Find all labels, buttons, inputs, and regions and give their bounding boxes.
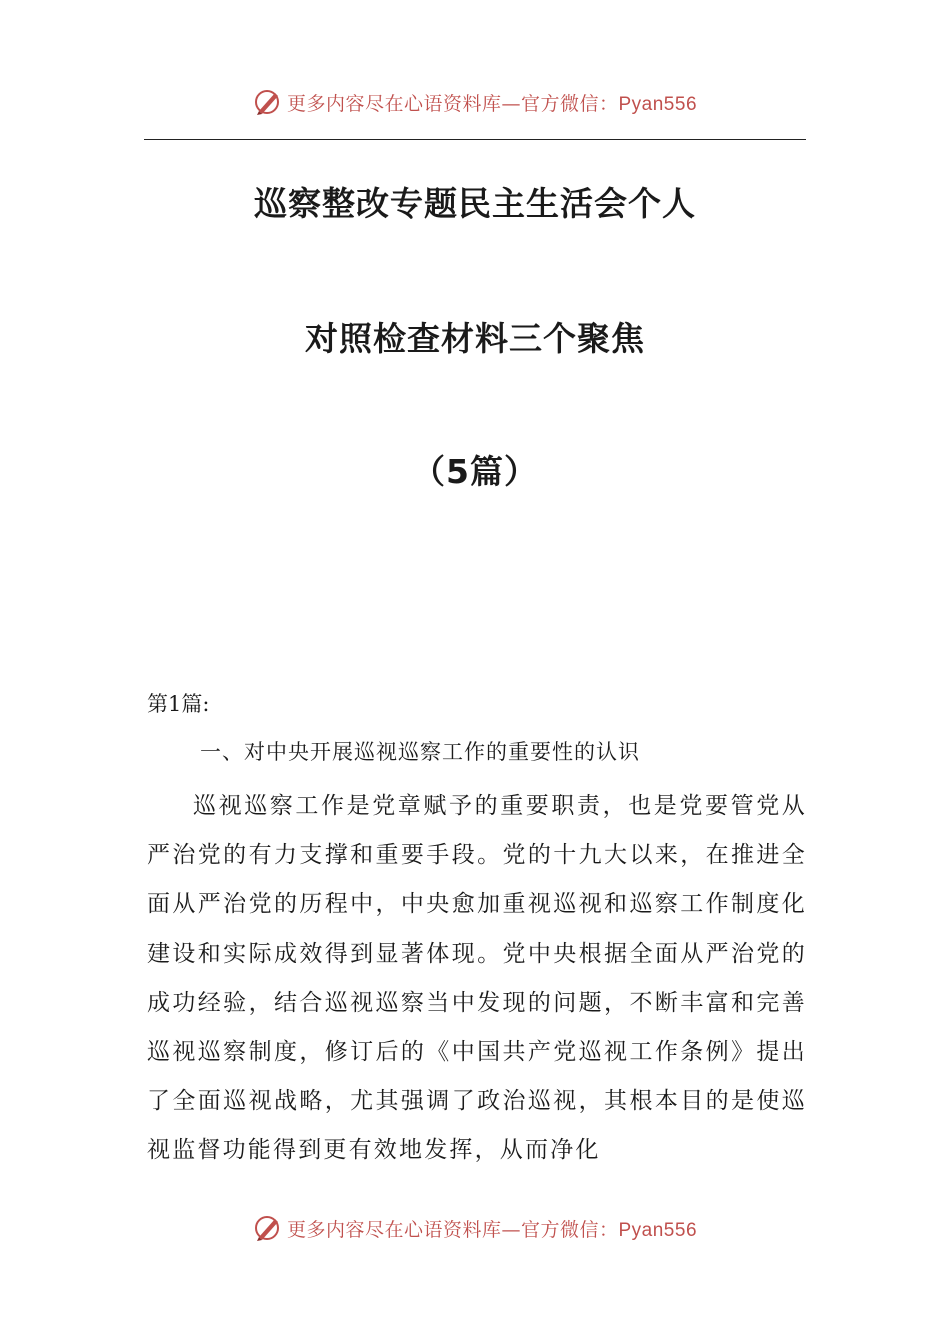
section-heading: 一、对中央开展巡视巡察工作的重要性的认识 [200,740,640,764]
footer-banner-text: 更多内容尽在心语资料库—官方微信：Pyan556 [286,1218,698,1241]
header-banner [0,80,950,124]
document-title-line2: 对照检查材料三个聚焦 [305,319,645,358]
footer-banner [0,1206,950,1250]
header-divider [144,139,806,140]
header-banner-text: 更多内容尽在心语资料库—官方微信：Pyan556 [286,92,698,115]
pen-logo-icon [253,87,283,117]
footer-wechat-id: Pyan556 [618,1219,698,1241]
body-paragraph: 巡视巡察工作是党章赋予的重要职责，也是党要管党从严治党的有力支撑和重要手段。党的十九大以来，在推进全面从严治党的历程中，中央愈加重视巡视和巡察工作制度化建设和实际成效得到显著体现。党中央根据全面从严治党的成功经验，结合巡视巡察当中发现的问题，不断丰富和完善巡视巡察制度，修订后的《中国共产党巡视工作条例》提出了全面巡视战略，尤其强调了政治巡视，其根本目的是使巡视监督功能得到更有效地发挥，从而净化 [147,793,807,1164]
header-wechat-id: Pyan556 [618,93,698,115]
document-title-line1: 巡察整改专题民主生活会个人 [254,184,696,223]
document-title-count: （5篇） [412,452,538,491]
section-label: 第1篇: [147,692,210,716]
pen-logo-icon [253,1213,283,1243]
